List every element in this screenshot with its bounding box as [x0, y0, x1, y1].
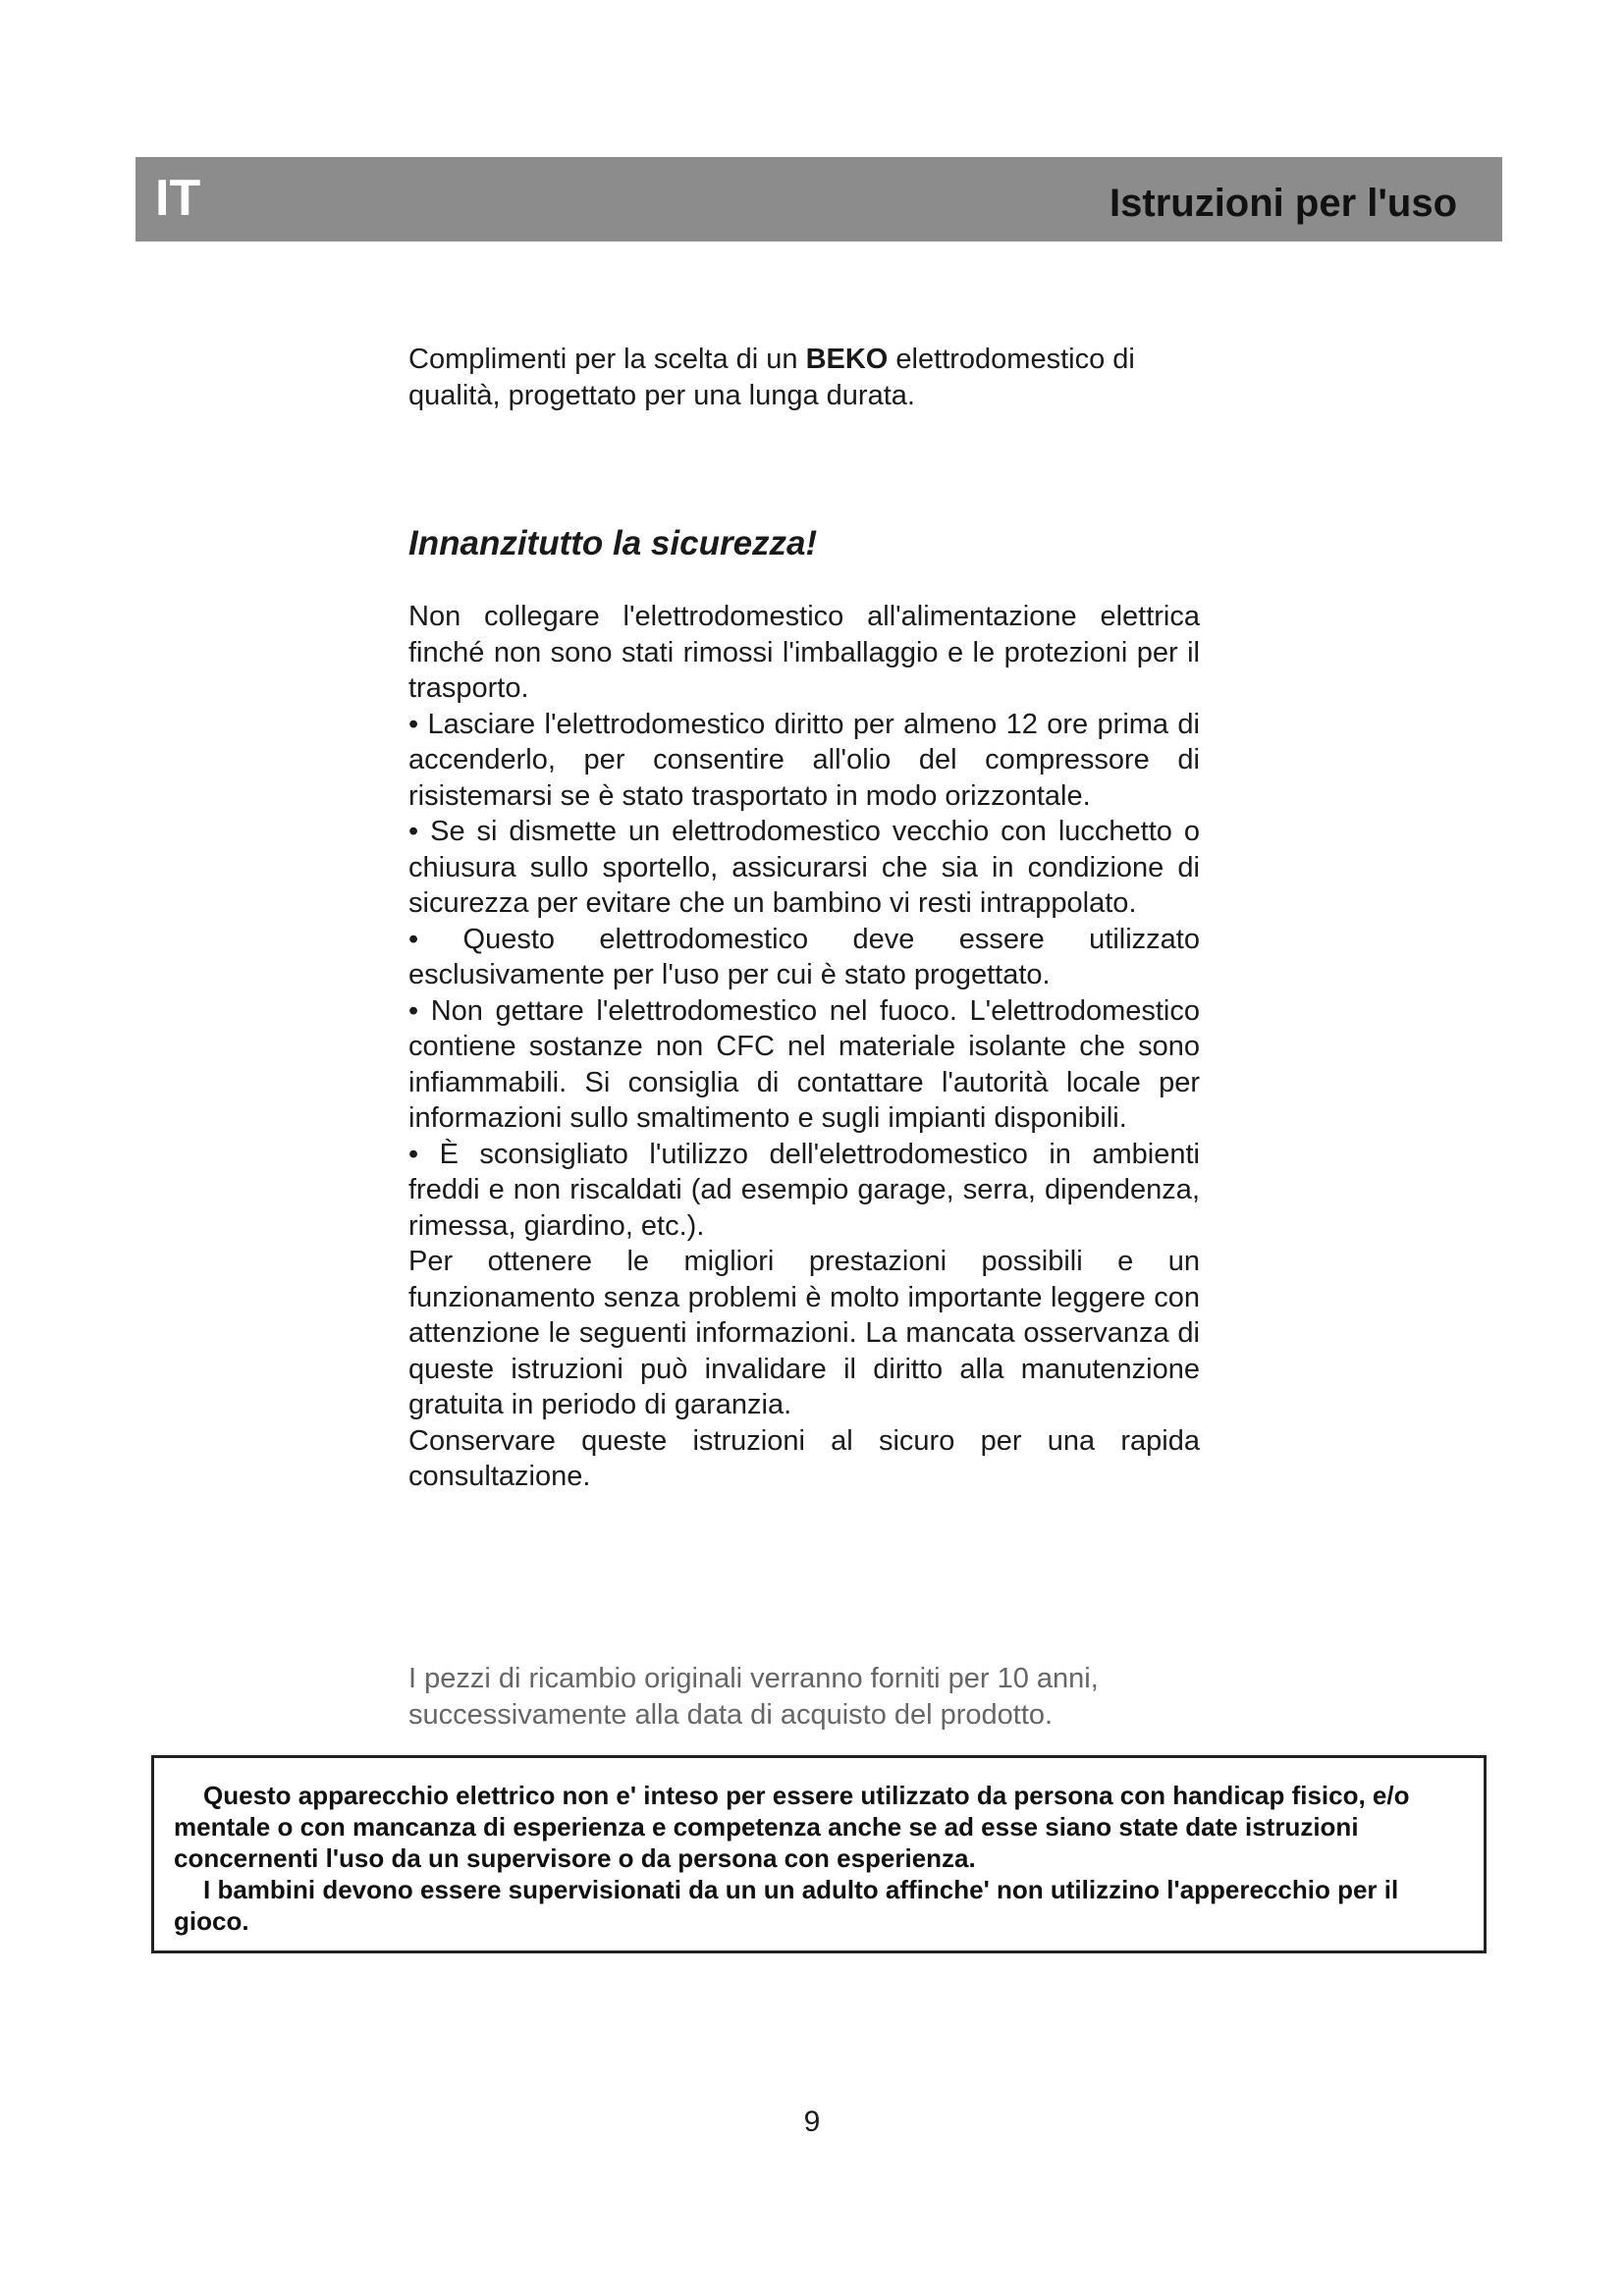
spare-parts-note: I pezzi di ricambio originali verranno forniti per 10 anni, successivamente alla data di acquisto del prodotto.	[408, 1663, 1099, 1731]
intro-text-end: elettrodomestico di qualità, progettato per una lunga durata.	[408, 344, 1135, 411]
intro-text-start: Complimenti per la scelta di un	[408, 344, 806, 375]
safety-heading: Innanzitutto la sicurezza!	[408, 524, 818, 562]
safety-body	[408, 599, 1200, 1495]
safety-paragraph: Per ottenere le migliori prestazioni possibili e un funzionamento senza problemi è molto importante leggere con attenzione le seguenti informazioni. La mancata osservanza di queste istruzioni può invalidare il diritto alla manutenzione gratuita in periodo di garanzia.	[408, 1246, 1200, 1420]
safety-paragraph: Non collegare l'elettrodomestico all'alimentazione elettrica finché non sono stati rimossi l'imballaggio e le protezioni per il trasporto.	[408, 601, 1200, 704]
warning-paragraph: I bambini devono essere supervisionati da un un adulto affinche' non utilizzino l'apperecchio per il gioco.	[174, 1875, 1399, 1936]
safety-bullet: • Non gettare l'elettrodomestico nel fuoco. L'elettrodomestico contiene sostanze non CFC nel materiale isolante che sono infiammabili. Si consiglia di contattare l'autorità locale per informazioni sullo smaltimento e sugli impianti disponibili.	[408, 994, 1200, 1134]
safety-bullet: • Se si dismette un elettrodomestico vecchio con lucchetto o chiusura sullo sportello, assicurarsi che sia in condizione di sicurezza per evitare che un bambino vi resti intrappolato.	[408, 816, 1200, 919]
warning-paragraph: Questo apparecchio elettrico non e' inteso per essere utilizzato da persona con handicap fisico, e/o mentale o con mancanza di esperienza e competenza anche se ad esse siano state date istruzioni concernenti l'uso da un supervisore o da persona con esperienza.	[174, 1781, 1410, 1873]
safety-bullet: • Questo elettrodomestico deve essere utilizzato esclusivamente per l'uso per cui è stato progettato.	[408, 923, 1200, 990]
warning-box	[151, 1755, 1487, 1953]
safety-paragraph: Conservare queste istruzioni al sicuro per una rapida consultazione.	[408, 1424, 1200, 1492]
safety-bullet: • È sconsigliato l'utilizzo dell'elettrodomestico in ambienti freddi e non riscaldati (ad esempio garage, serra, dipendenza, rimessa, giardino, etc.).	[408, 1138, 1200, 1242]
brand-name: BEKO	[805, 344, 889, 375]
header-bar	[135, 157, 1502, 241]
language-code: IT	[155, 170, 201, 227]
page-number: 9	[803, 2106, 821, 2138]
document-title: Istruzioni per l'uso	[1110, 182, 1457, 225]
intro-paragraph	[408, 342, 1214, 414]
safety-bullet: • Lasciare l'elettrodomestico diritto per almeno 12 ore prima di accenderlo, per consentire all'olio del compressore di risistemarsi se è stato trasportato in modo orizzontale.	[408, 708, 1200, 812]
